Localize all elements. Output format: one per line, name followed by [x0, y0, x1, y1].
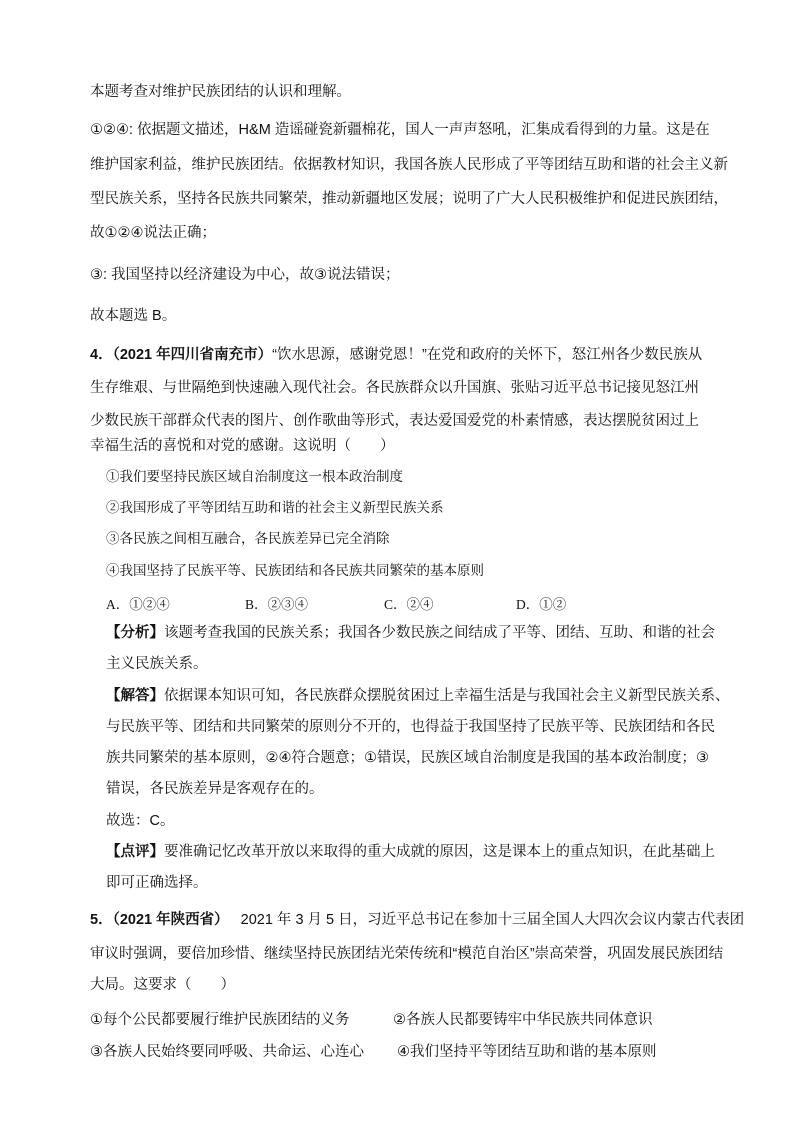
comment-text: 要准确记忆改革开放以来取得的重大成就的原因，这是课本上的重点知识，在此基础上	[164, 844, 715, 860]
q5-number: 5．	[90, 912, 113, 928]
q4-comment-line: 即可正确选择。	[106, 875, 208, 891]
q4-answer-line: 族共同繁荣的基本原则，②④符合题意；①错误，民族区域自治制度是我国的基本政治制度；③	[106, 750, 709, 766]
q4-stem-text: “饮水思源，感谢党恩！”在党和政府的关怀下，怒江州各少数民族从	[272, 347, 703, 363]
q3-intro: 本题考查对维护民族团结的认识和理解。	[90, 84, 351, 100]
q4-choice: 故选：C。	[106, 813, 175, 829]
q4-stem-line	[90, 345, 702, 365]
q4-option-a: A．①②④	[106, 597, 170, 612]
q5-stem-text: 2021 年 3 月 5 日，习近平总书记在参加十三届全国人大四次会议内蒙古代表团	[240, 912, 745, 928]
q5-stem-line	[90, 910, 744, 930]
q3-conclusion: 故本题选 B。	[90, 308, 177, 324]
q5-source: （2021 年陕西省）	[112, 912, 229, 928]
q4-statement: ②我国形成了平等团结互助和谐的社会主义新型民族关系	[106, 500, 444, 515]
q4-statement: ④我国坚持了民族平等、民族团结和各民族共同繁荣的基本原则	[106, 563, 484, 578]
q4-option-c: C．②④	[384, 597, 434, 612]
analysis-tag: 【分析】	[106, 625, 164, 641]
q3-wrong-option: ③: 我国坚持以经济建设为中心，故③说法错误；	[90, 267, 400, 283]
q4-answer	[106, 686, 730, 706]
q5-statement: ②各族人民都要铸牢中华民族共同体意识	[393, 1012, 653, 1028]
q3-explanation-line: ①②④: 依据题文描述，H&M 造谣碰瓷新疆棉花，国人一声声怒吼，汇集成看得到的力量。这是在	[90, 122, 710, 138]
q5-statement: ④我们坚持平等团结互助和谐的基本原则	[397, 1044, 657, 1060]
q4-stem-line: 生存维艰、与世隔绝到快速融入现代社会。各民族群众以升国旗、张贴习近平总书记接见怒江州	[90, 380, 699, 396]
q5-stem-line: 审议时强调，要倍加珍惜、继续坚持民族团结光荣传统和“模范自治区”崇高荣誉，巩固发展民族团结	[90, 946, 724, 962]
answer-text: 依据课本知识可知，各民族群众摆脱贫困过上幸福生活是与我国社会主义新型民族关系、	[164, 688, 730, 704]
q3-explanation-line: 维护国家利益，维护民族团结。依据教材知识，我国各族人民形成了平等团结互助和谐的社会主义新	[90, 157, 728, 173]
answer-tag: 【解答】	[106, 688, 164, 704]
q5-statement: ③各族人民始终要同呼吸、共命运、心连心	[90, 1044, 364, 1060]
q4-statement: ③各民族之间相互融合，各民族差异已完全消除	[106, 531, 390, 546]
q4-stem-line: 少数民族干部群众代表的图片、创作歌曲等形式，表达爱国爱党的朴素情感，表达摆脱贫困过上	[90, 413, 699, 429]
q5-statement: ①每个公民都要履行维护民族团结的义务	[90, 1012, 350, 1028]
q4-number: 4．	[90, 347, 113, 363]
q4-stem-line: 幸福生活的喜悦和对党的感谢。这说明（ ）	[90, 438, 395, 454]
q4-option-b: B．②③④	[245, 597, 309, 612]
q3-explanation-line: 故①②④说法正确；	[90, 225, 216, 241]
q4-analysis-line: 主义民族关系。	[106, 656, 208, 672]
q4-statement: ①我们要坚持民族区域自治制度这一根本政治制度	[106, 469, 403, 484]
q3-explanation-line: 型民族关系，坚持各民族共同繁荣，推动新疆地区发展；说明了广大人民积极维护和促进民族团结，	[90, 191, 728, 207]
q5-stem-line: 大局。这要求（ ）	[90, 977, 235, 993]
analysis-text: 该题考查我国的民族关系；我国各少数民族之间结成了平等、团结、互助、和谐的社会	[164, 625, 715, 641]
comment-tag: 【点评】	[106, 844, 164, 860]
q4-comment	[106, 842, 715, 862]
q4-source: （2021 年四川省南充市）	[112, 347, 273, 363]
q4-analysis	[106, 623, 715, 643]
q4-answer-line: 错误，各民族差异是客观存在的。	[106, 781, 324, 797]
q4-option-d: D．①②	[516, 597, 567, 612]
q4-answer-line: 与民族平等、团结和共同繁荣的原则分不开的，也得益于我国坚持了民族平等、民族团结和各民	[106, 719, 715, 735]
